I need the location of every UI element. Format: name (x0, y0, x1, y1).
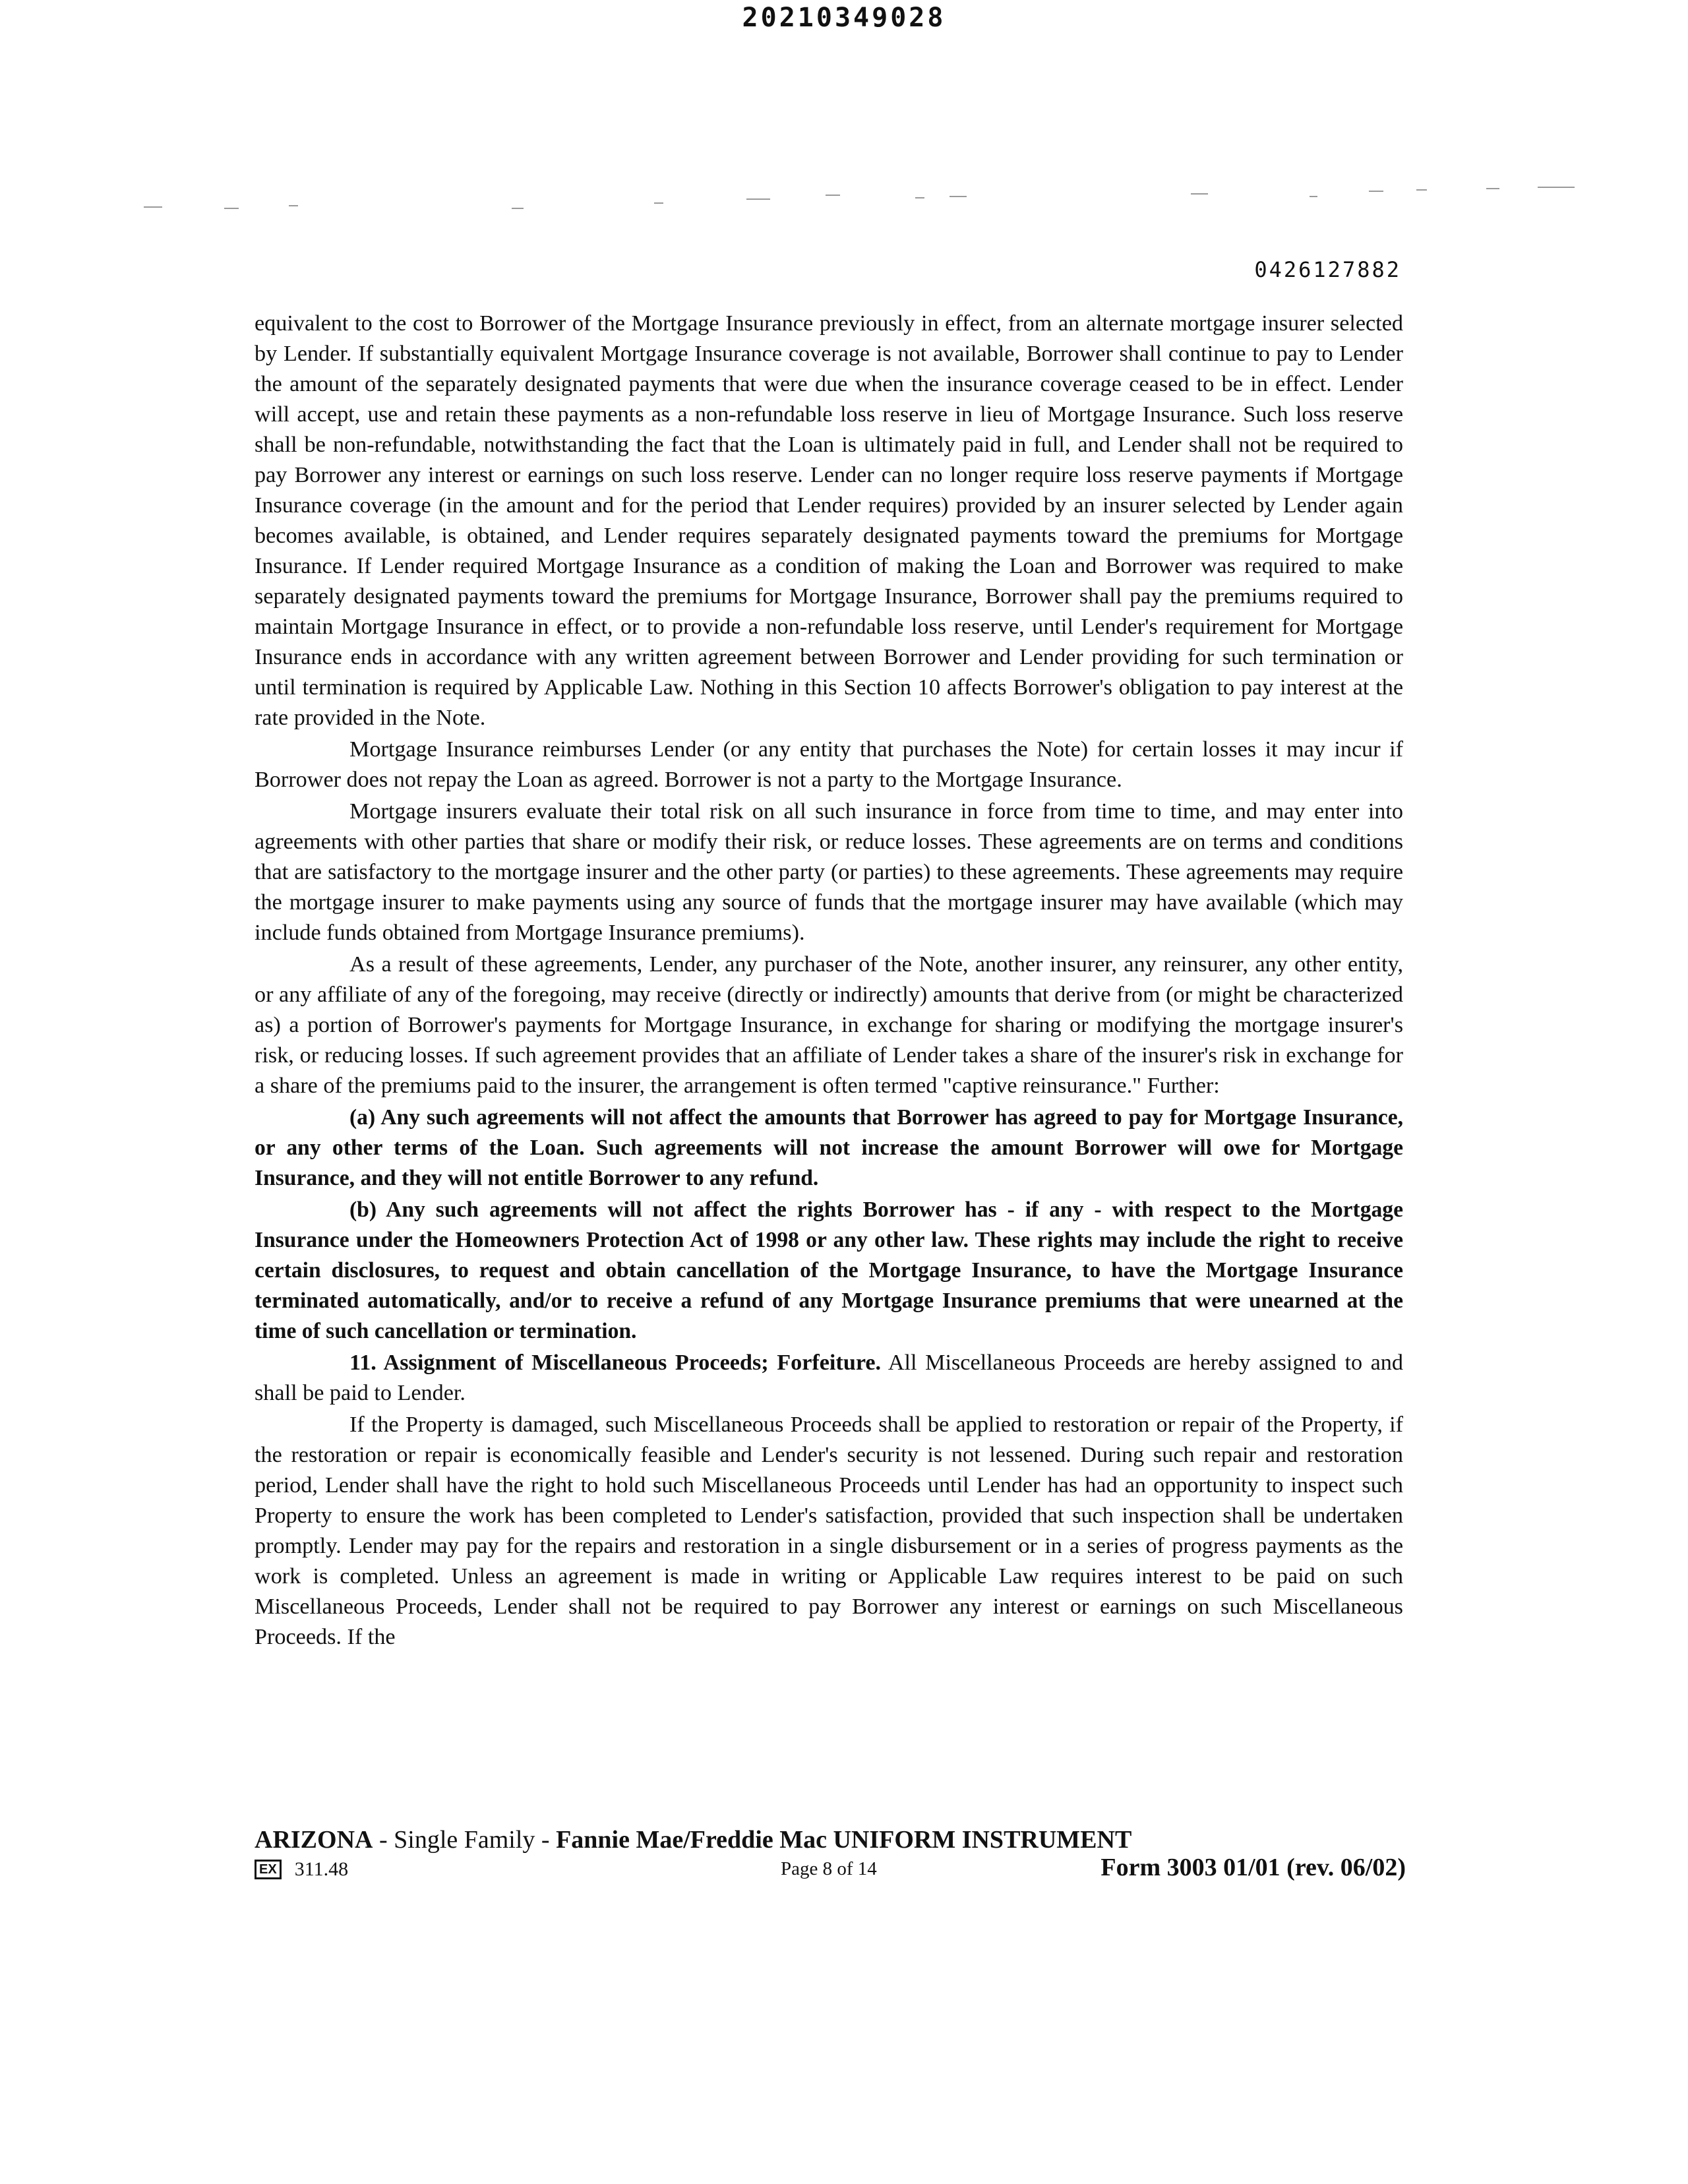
recording-number: 20210349028 (742, 3, 946, 33)
document-body (255, 309, 1403, 1654)
paragraph-mi-reimburses: Mortgage Insurance reimburses Lender (or any entity that purchases the Note) for certain losses it may incur if Borrower does not repay the Loan as agreed. Borrower is not a party to the Mortgage Insurance. (255, 737, 1403, 792)
section-11-heading: 11. Assignment of Miscellaneous Proceeds; Forfeiture. (349, 1350, 882, 1375)
footer-form-code (255, 1858, 348, 1881)
loan-number: 0426127882 (1254, 257, 1401, 282)
footer-code-number: 311.48 (294, 1858, 349, 1880)
scan-artifact-marks (0, 181, 1688, 208)
footer-instrument-title (255, 1825, 1131, 1854)
paragraph-clause-b: (b) Any such agreements will not affect the rights Borrower has - if any - with respect to the Mortgage Insurance under the Homeowners Protection Act of 1998 or any other law. These rights may include the right to receive certain disclosures, to request and obtain cancellation of the Mortgage Insurance, to have the Mortgage Insurance terminated automatically, and/or to receive a refund of any Mortgage Insurance premiums that were unearned at the time of such cancellation or termination. (255, 1198, 1403, 1343)
footer-state: ARIZONA (255, 1826, 373, 1854)
footer-separator: - (373, 1826, 394, 1854)
form-number: Form 3003 01/01 (rev. 06/02) (1100, 1854, 1406, 1881)
paragraph-property-damaged: If the Property is damaged, such Miscellaneous Proceeds shall be applied to restoration or repair of the Property, if the restoration or repair is economically feasible and Lender's security is not lessened. During such repair and restoration period, Lender shall have the right to hold such Miscellaneous Proceeds until Lender has had an opportunity to inspect such Property to ensure the work has been completed to Lender's satisfaction, provided that such inspection shall be undertaken promptly. Lender may pay for the repairs and restoration in a single disbursement or in a series of progress payments as the work is completed. Unless an agreement is made in writing or Applicable Law requires interest to be paid on such Miscellaneous Proceeds, Lender shall not be required to pay Borrower any interest or earnings on such Miscellaneous Proceeds. If the (255, 1412, 1403, 1649)
section-11-text: All Miscellaneous Proceeds are hereby assigned to and shall be paid to Lender. (255, 1350, 1403, 1405)
paragraph-continuation: equivalent to the cost to Borrower of the Mortgage Insurance previously in effect, from an alternate mortgage insurer selected by Lender. If substantially equivalent Mortgage Insurance coverage is not available, Borrower shall continue to pay to Lender the amount of the separately designated payments that were due when the insurance coverage ceased to be in effect. Lender will accept, use and retain these payments as a non-refundable loss reserve in lieu of Mortgage Insurance. Such loss reserve shall be non-refundable, notwithstanding the fact that the Loan is ultimately paid in full, and Lender shall not be required to pay Borrower any interest or earnings on such loss reserve. Lender can no longer require loss reserve payments if Mortgage Insurance coverage (in the amount and for the period that Lender requires) provided by an insurer selected by Lender again becomes available, is obtained, and Lender requires separately designated payments toward the premiums for Mortgage Insurance. If Lender required Mortgage Insurance as a condition of making the Loan and Borrower was required to make separately designated payments toward the premiums for Mortgage Insurance, Borrower shall pay the premiums required to maintain Mortgage Insurance in effect, or to provide a non-refundable loss reserve, until Lender's requirement for Mortgage Insurance ends in accordance with any written agreement between Borrower and Lender providing for such termination or until termination is required by Applicable Law. Nothing in this Section 10 affects Borrower's obligation to pay interest at the rate provided in the Note. (255, 311, 1403, 730)
paragraph-mi-insurers: Mortgage insurers evaluate their total risk on all such insurance in force from time to time, and may enter into agreements with other parties that share or modify their risk, or reduce losses. These agreements are on terms and conditions that are satisfactory to the mortgage insurer and the other party (or parties) to these agreements. These agreements may require the mortgage insurer to make payments using any source of funds that the mortgage insurer may have available (which may include funds obtained from Mortgage Insurance premiums). (255, 799, 1403, 945)
footer-instrument: Fannie Mae/Freddie Mac UNIFORM INSTRUMENT (556, 1826, 1132, 1854)
paragraph-clause-a: (a) Any such agreements will not affect the amounts that Borrower has agreed to pay for Mortgage Insurance, or any other terms of the Loan. Such agreements will not increase the amount Borrower will owe for Mortgage Insurance, and they will not entitle Borrower to any refund. (255, 1105, 1403, 1190)
page-number: Page 8 of 14 (781, 1858, 877, 1879)
footer-family: Single Family (394, 1826, 535, 1854)
ex-logo-icon: EX (255, 1860, 282, 1879)
paragraph-agreements: As a result of these agreements, Lender, any purchaser of the Note, another insurer, any reinsurer, any other entity, or any affiliate of any of the foregoing, may receive (directly or indirectly) amounts that derive from (or might be characterized as) a portion of Borrower's payments for Mortgage Insurance, in exchange for sharing or modifying the mortgage insurer's risk, or reducing losses. If such agreement provides that an affiliate of Lender takes a share of the insurer's risk in exchange for a share of the premiums paid to the insurer, the arrangement is often termed "captive reinsurance." Further: (255, 952, 1403, 1098)
paragraph-section-11 (255, 1348, 1403, 1409)
footer-separator: - (535, 1826, 557, 1854)
